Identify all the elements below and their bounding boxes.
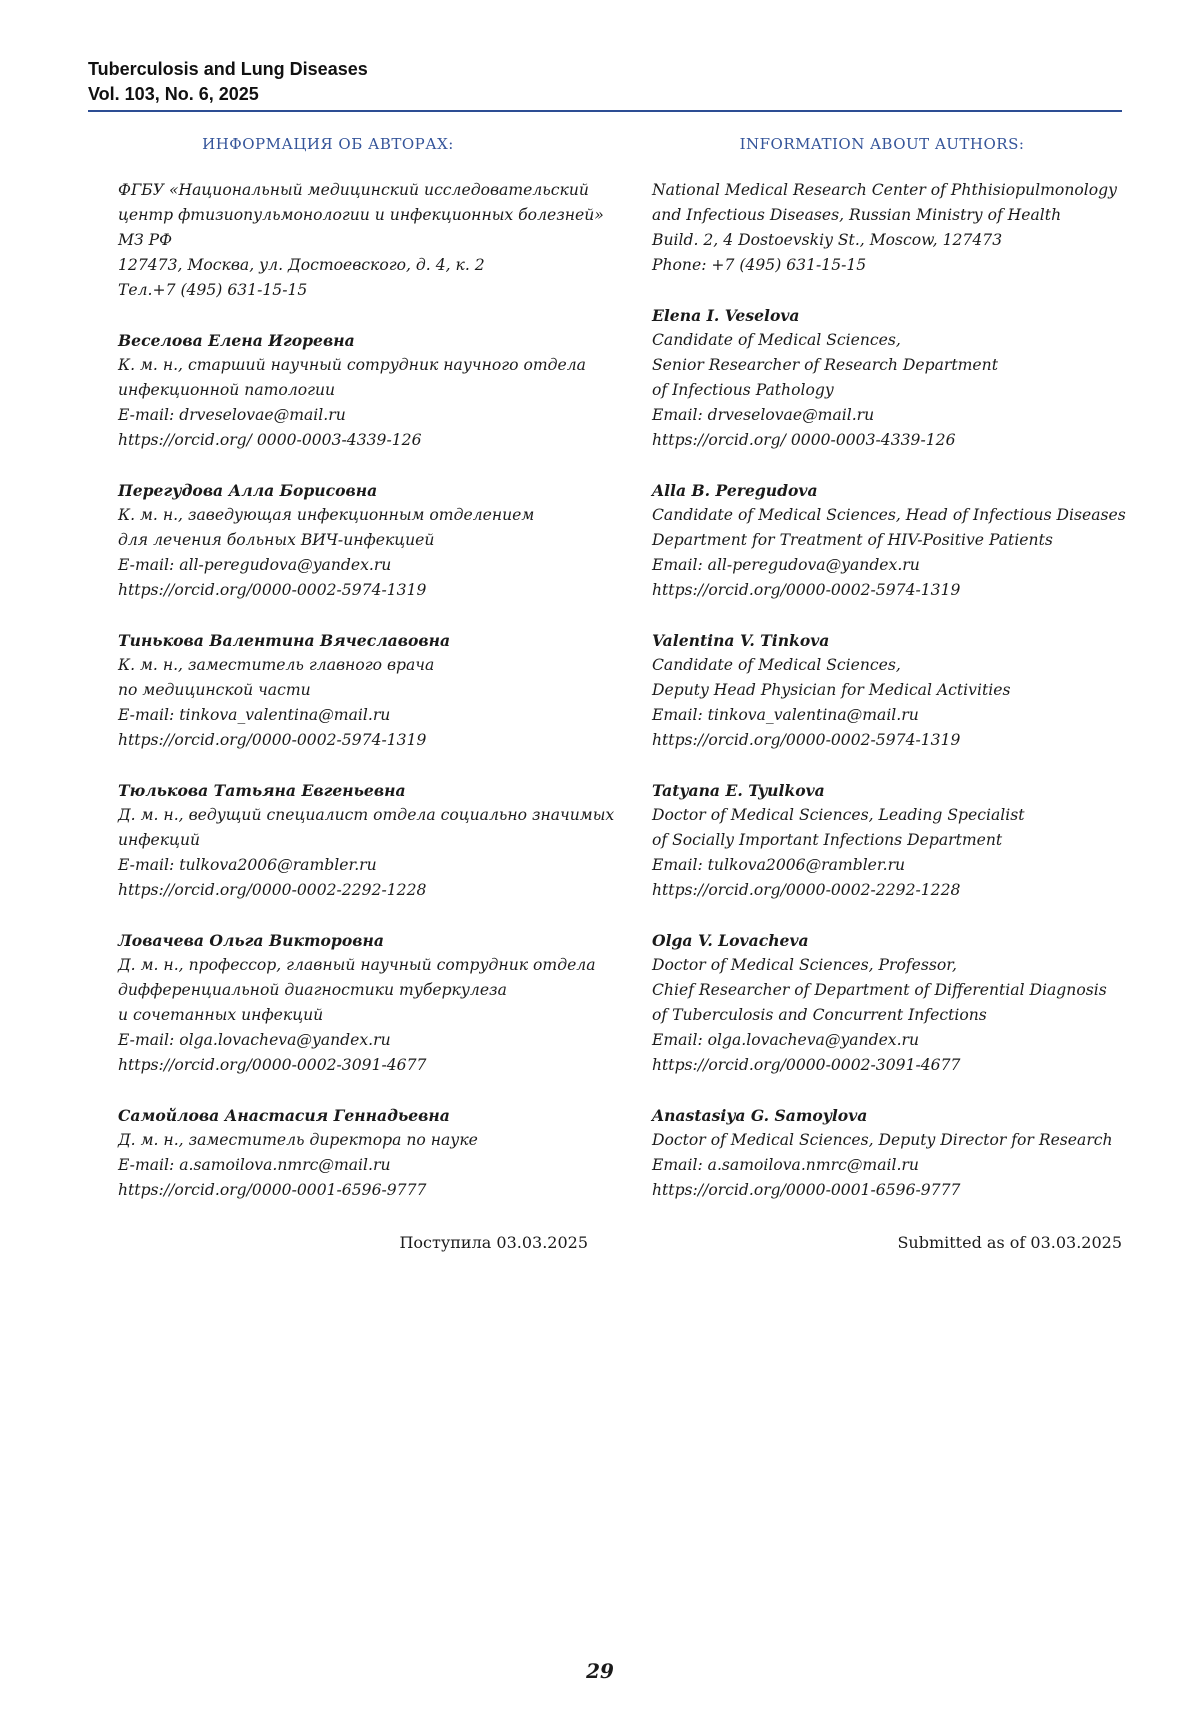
- author-detail: Senior Researcher of Research Department: [652, 356, 998, 374]
- author-block: [652, 478, 1126, 603]
- author-orcid: https://orcid.org/0000-0002-3091-4677: [652, 1056, 961, 1074]
- author-detail: дифференциальной диагностики туберкулеза: [118, 981, 507, 999]
- institution-ru: [118, 178, 604, 303]
- submitted-date-ru: Поступила 03.03.2025: [399, 1233, 588, 1252]
- author-detail: для лечения больных ВИЧ-инфекцией: [118, 531, 435, 549]
- author-email: Email: olga.lovacheva@yandex.ru: [652, 1031, 920, 1049]
- author-name: Самойлова Анастасия Геннадьевна: [118, 1106, 450, 1125]
- institution-line: центр фтизиопульмонологии и инфекционных болезней»: [118, 206, 604, 224]
- author-detail: Deputy Head Physician for Medical Activities: [652, 681, 1011, 699]
- author-orcid: https://orcid.org/0000-0002-5974-1319: [118, 731, 427, 749]
- author-block: [118, 1103, 598, 1203]
- institution-line: National Medical Research Center of Phthisiopulmonology: [652, 181, 1117, 199]
- author-name: Веселова Елена Игоревна: [118, 331, 355, 350]
- author-block: [118, 928, 598, 1078]
- author-orcid: https://orcid.org/0000-0002-5974-1319: [118, 581, 427, 599]
- authors-column-ru: [118, 128, 615, 1228]
- author-name: Elena I. Veselova: [652, 306, 800, 325]
- author-detail: инфекций: [118, 831, 201, 849]
- author-email: Email: tinkova_valentina@mail.ru: [652, 706, 919, 724]
- author-block: [652, 628, 1122, 753]
- author-email: Email: a.samoilova.nmrc@mail.ru: [652, 1156, 919, 1174]
- author-orcid: https://orcid.org/0000-0002-2292-1228: [652, 881, 961, 899]
- authors-column-en: [652, 128, 1126, 1228]
- author-orcid: https://orcid.org/0000-0002-5974-1319: [652, 731, 961, 749]
- author-name: Alla B. Peregudova: [652, 481, 818, 500]
- section-title-ru: ИНФОРМАЦИЯ ОБ АВТОРАХ:: [202, 135, 454, 153]
- author-detail: и сочетанных инфекций: [118, 1006, 324, 1024]
- author-detail: Candidate of Medical Sciences,: [652, 331, 901, 349]
- author-name: Tatyana E. Tyulkova: [652, 781, 825, 800]
- author-detail: Doctor of Medical Sciences, Leading Specialist: [652, 806, 1025, 824]
- author-email: E-mail: a.samoilova.nmrc@mail.ru: [118, 1156, 391, 1174]
- author-detail: Department for Treatment of HIV-Positive Patients: [652, 531, 1053, 549]
- author-detail: Chief Researcher of Department of Differential Diagnosis: [652, 981, 1107, 999]
- author-email: E-mail: all-peregudova@yandex.ru: [118, 556, 392, 574]
- author-orcid: https://orcid.org/ 0000-0003-4339-126: [118, 431, 422, 449]
- author-name: Ловачева Ольга Викторовна: [118, 931, 384, 950]
- institution-line: Тел.+7 (495) 631-15-15: [118, 281, 308, 299]
- author-block: [652, 303, 1122, 453]
- author-block: [652, 928, 1122, 1078]
- author-email: E-mail: tulkova2006@rambler.ru: [118, 856, 377, 874]
- institution-line: Build. 2, 4 Dostoevskiy St., Moscow, 127473: [652, 231, 1003, 249]
- author-name: Тюлькова Татьяна Евгеньевна: [118, 781, 406, 800]
- author-email: Email: all-peregudova@yandex.ru: [652, 556, 920, 574]
- author-detail: of Socially Important Infections Department: [652, 831, 1003, 849]
- author-block: [118, 778, 615, 903]
- institution-line: Phone: +7 (495) 631-15-15: [652, 256, 867, 274]
- institution-line: МЗ РФ: [118, 231, 173, 249]
- journal-title: Tuberculosis and Lung Diseases: [88, 59, 368, 79]
- author-detail: Д. м. н., заместитель директора по науке: [118, 1131, 478, 1149]
- author-block: [118, 478, 598, 603]
- author-email: E-mail: tinkova_valentina@mail.ru: [118, 706, 391, 724]
- author-detail: Candidate of Medical Sciences, Head of Infectious Diseases: [652, 506, 1126, 524]
- author-block: [652, 778, 1122, 903]
- author-detail: Д. м. н., профессор, главный научный сотрудник отдела: [118, 956, 596, 974]
- submitted-date-en: Submitted as of 03.03.2025: [897, 1233, 1122, 1252]
- running-header: [88, 57, 368, 107]
- author-orcid: https://orcid.org/0000-0001-6596-9777: [118, 1181, 427, 1199]
- header-rule: [88, 110, 1122, 112]
- page-number: 29: [586, 1659, 614, 1683]
- institution-line: and Infectious Diseases, Russian Ministry of Health: [652, 206, 1062, 224]
- author-detail: инфекционной патологии: [118, 381, 336, 399]
- author-name: Перегудова Алла Борисовна: [118, 481, 378, 500]
- author-orcid: https://orcid.org/0000-0002-2292-1228: [118, 881, 427, 899]
- author-block: [118, 628, 598, 753]
- author-name: Anastasiya G. Samoylova: [652, 1106, 868, 1125]
- author-detail: по медицинской части: [118, 681, 311, 699]
- journal-issue: Vol. 103, No. 6, 2025: [88, 84, 259, 104]
- author-name: Тинькова Валентина Вячеславовна: [118, 631, 451, 650]
- author-detail: К. м. н., старший научный сотрудник научного отдела: [118, 356, 586, 374]
- author-email: E-mail: drveselovae@mail.ru: [118, 406, 346, 424]
- author-detail: Doctor of Medical Sciences, Deputy Director for Research: [652, 1131, 1113, 1149]
- section-title-en: INFORMATION ABOUT AUTHORS:: [739, 135, 1025, 153]
- author-detail: Д. м. н., ведущий специалист отдела социально значимых: [118, 806, 615, 824]
- author-detail: of Tuberculosis and Concurrent Infections: [652, 1006, 987, 1024]
- institution-en: [652, 178, 1122, 278]
- institution-line: 127473, Москва, ул. Достоевского, д. 4, к. 2: [118, 256, 485, 274]
- author-detail: К. м. н., заместитель главного врача: [118, 656, 435, 674]
- author-detail: Candidate of Medical Sciences,: [652, 656, 901, 674]
- author-orcid: https://orcid.org/0000-0001-6596-9777: [652, 1181, 961, 1199]
- institution-line: ФГБУ «Национальный медицинский исследовательский: [118, 181, 589, 199]
- author-block: [118, 328, 598, 453]
- author-block: [652, 1103, 1122, 1203]
- author-detail: К. м. н., заведующая инфекционным отделением: [118, 506, 535, 524]
- author-email: Email: tulkova2006@rambler.ru: [652, 856, 906, 874]
- author-detail: Doctor of Medical Sciences, Professor,: [652, 956, 957, 974]
- author-orcid: https://orcid.org/0000-0002-3091-4677: [118, 1056, 427, 1074]
- author-email: Email: drveselovae@mail.ru: [652, 406, 875, 424]
- author-orcid: https://orcid.org/0000-0002-5974-1319: [652, 581, 961, 599]
- author-name: Valentina V. Tinkova: [652, 631, 830, 650]
- author-detail: of Infectious Pathology: [652, 381, 834, 399]
- author-orcid: https://orcid.org/ 0000-0003-4339-126: [652, 431, 956, 449]
- author-email: E-mail: olga.lovacheva@yandex.ru: [118, 1031, 391, 1049]
- author-name: Olga V. Lovacheva: [652, 931, 809, 950]
